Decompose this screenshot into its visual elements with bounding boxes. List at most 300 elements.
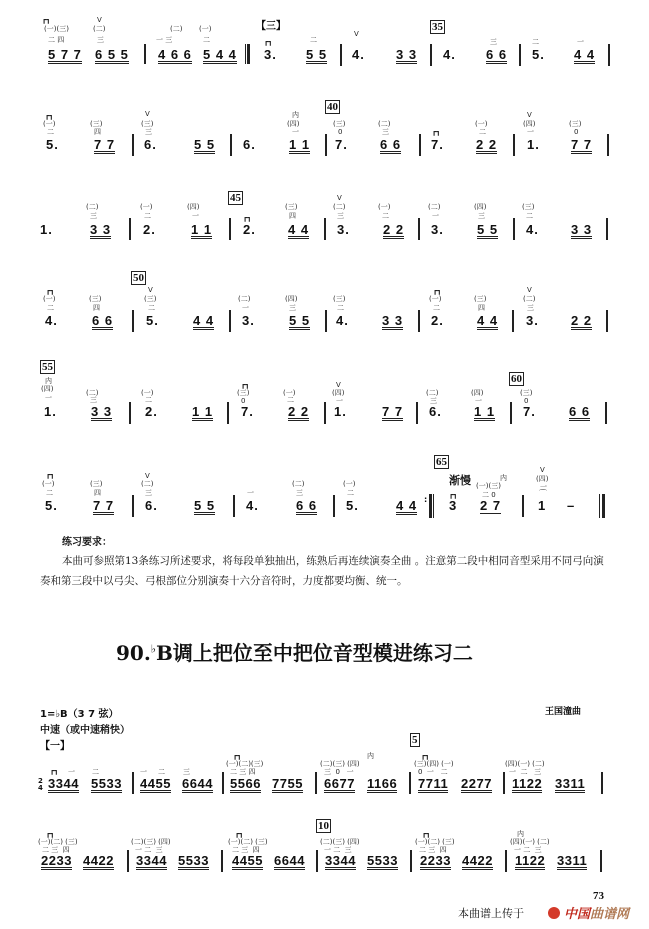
note-group: 7755 [272,776,303,791]
string-annotation: (四) [187,203,200,211]
note-group: 2233 [41,853,72,868]
down-bow-icon: ┏┓ [235,830,244,838]
finger-annotation: 二 三 四 [230,768,256,776]
note-group: 5 5 [194,498,216,513]
string-annotation: (一) [43,295,56,303]
string-annotation: (三) [333,295,346,303]
note-group: 4422 [462,853,493,868]
note: 3. [526,313,539,328]
repeat-start-barline [245,44,250,64]
down-bow-icon: ┏┓ [243,214,252,222]
finger-annotation: 三 [430,397,437,405]
string-annotation: (一) [475,120,488,128]
rehearsal-mark: 35 [432,21,443,33]
note-group: 4 4 [574,47,596,62]
note: 5. [46,137,59,152]
note: 6. [145,498,158,513]
string-annotation: (三) [90,480,103,488]
finger-annotation: 一 三 [156,36,173,44]
note-group: 5 5 [306,47,328,62]
note: 5. [532,47,545,62]
finger-annotation: 一 [192,212,199,220]
string-annotation: (四) [287,120,300,128]
note: 6. [243,137,256,152]
note-group: 6644 [274,853,305,868]
barline [129,402,131,424]
string-annotation: (三) [141,120,154,128]
string-annotation: (二) [86,389,99,397]
rehearsal-mark: 50 [133,272,144,284]
note: 2. [431,313,444,328]
rehearsal-mark: 10 [318,820,329,832]
string-annotation: (一)(二) (三) [228,838,268,846]
finger-annotation: 二 [532,38,539,46]
inner-annotation: 内 [367,752,374,760]
down-bow-icon: ┏┓ [46,471,55,479]
finger-annotation: 二 三 四 [42,846,70,854]
barline [430,44,432,66]
finger-annotation: 三 [145,489,152,497]
barline [132,772,134,794]
note-group: 6644 [182,776,213,791]
time-sig-top: 2 [38,777,43,785]
note-group: 5533 [367,853,398,868]
note: 7. [431,137,444,152]
finger-annotation: 二 [148,304,155,312]
note-group: 2 2 [476,137,498,152]
barline [512,310,514,332]
string-annotation: (三) [522,203,535,211]
note-group: 1122 [515,853,546,868]
fermata-icon: ⌒ [539,489,547,498]
barline [132,310,134,332]
up-bow-icon: V [540,466,545,474]
down-bow-icon: ┏┓ [50,767,59,775]
finger-annotation: 二 四 [48,36,65,44]
barline [221,850,223,872]
note: 5. [346,498,359,513]
barline [410,850,412,872]
string-annotation: (一)(二)(三) [226,760,264,768]
string-annotation: (一)(三) [44,25,69,33]
finger-annotation: 0 [524,397,529,405]
finger-annotation: 一 二 三 [509,768,542,776]
note: 7. [241,404,254,419]
string-annotation: (四)(一) (二) [510,838,550,846]
finger-annotation: 一 [292,128,299,136]
note-group: 4422 [83,853,114,868]
barline [233,495,235,517]
inner-annotation: 内 [517,830,524,838]
note-group: 3311 [557,853,588,868]
finger-annotation: 一 [242,304,249,312]
note-group: 4455 [232,853,263,868]
finger-annotation: 四 [289,212,296,220]
string-annotation: (三) [569,120,582,128]
finger-annotation: 三 [490,38,497,46]
barline [416,402,418,424]
requirements-heading: 练习要求： [62,537,112,548]
finger-annotation: 二 [158,768,165,776]
barline [418,218,420,240]
finger-annotation: 三 [183,768,190,776]
composer: 王国潼曲 [545,707,582,717]
inner-annotation: 内 [500,474,507,482]
string-annotation: (二)(三) (四) [320,760,360,768]
rehearsal-mark: 45 [230,192,241,204]
note-group: 4 4 [477,313,499,328]
piece-key: B [156,641,173,665]
note: 1 [538,498,547,513]
finger-annotation: 三 [90,212,97,220]
finger-annotation: 二 [382,212,389,220]
finger-annotation: 二 [287,396,294,404]
note-group: 3 3 [382,313,404,328]
piece-number: 90. [116,641,151,665]
note-group: 2 7 [480,498,502,513]
string-annotation: (四) [41,385,54,393]
barline [519,44,521,66]
final-barline [599,494,605,518]
barline [227,402,229,424]
repeat-dots: : [424,495,428,504]
up-bow-icon: V [337,194,342,202]
string-annotation: (一) [141,389,154,397]
finger-annotation: 三 [382,128,389,136]
barline [229,310,231,332]
piece-title-text: 调上把位至中把位音型模进练习二 [172,641,473,665]
rehearsal-mark: 5 [412,734,418,746]
repeat-end-barline [429,494,434,518]
finger-annotation: 一 [68,768,75,776]
finger-annotation: 一 [45,394,52,402]
string-annotation: (二) [170,25,183,33]
finger-annotation: 二 [92,768,99,776]
string-annotation: (一)(三) [476,482,501,490]
string-annotation: (二) [426,389,439,397]
finger-annotation: 二 [479,128,486,136]
down-bow-icon: ┏┓ [449,491,458,499]
finger-annotation: 三 [337,212,344,220]
finger-annotation: 二 三 四 [232,846,260,854]
string-annotation: (二) [428,203,441,211]
string-annotation: (二)(三) (四) [320,838,360,846]
finger-annotation: 二 [47,304,54,312]
note-group: 2233 [420,853,451,868]
note: 6. [144,137,157,152]
note: 1. [40,222,53,237]
barline [229,218,231,240]
finger-annotation: 一 [247,489,254,497]
string-annotation: (三)(四) (一) [414,760,454,768]
barline [144,44,146,64]
rehearsal-mark: 60 [511,373,522,385]
barline [505,850,507,872]
string-annotation: (四) [332,389,345,397]
note-group: 4455 [140,776,171,791]
finger-annotation: 一 [527,128,534,136]
note-group: 4 6 6 [158,47,192,62]
string-annotation: (四) [474,203,487,211]
up-bow-icon: V [145,110,150,118]
time-sig-bottom: 4 [38,784,43,792]
string-annotation: (二) [378,120,391,128]
up-bow-icon: V [527,111,532,119]
rehearsal-mark: 65 [436,456,447,468]
string-annotation: (二) [141,480,154,488]
note-group: 2 2 [288,404,310,419]
note-group: 7711 [418,776,449,791]
up-bow-icon: V [336,381,341,389]
note-group: 6 6 [486,47,508,62]
barline [324,218,326,240]
finger-annotation: 一 [475,397,482,405]
barline [600,850,602,872]
barline [230,134,232,156]
note-group: 4 4 [288,222,310,237]
string-annotation: (二) [523,295,536,303]
string-annotation: (四)(一) (二) [505,760,545,768]
note: 2. [143,222,156,237]
string-annotation: (一)(二) (三) [38,838,78,846]
note-group: 3 3 [396,47,418,62]
note-group: 3344 [48,776,79,791]
rehearsal-mark: 40 [327,101,338,113]
note: 2. [145,404,158,419]
string-annotation: (三) [333,120,346,128]
key-signature: 1=♭B（3 7 弦） [40,709,119,720]
note: 5. [146,313,159,328]
finger-annotation: 二 [47,128,54,136]
finger-annotation: 二 [46,489,53,497]
note: 3. [431,222,444,237]
finger-annotation: 二 [203,36,210,44]
note-group: 5566 [230,776,261,791]
note-group: 6 6 [380,137,402,152]
dash-extension: – [567,498,576,513]
down-bow-icon: ┏┓ [42,16,51,24]
barline [325,310,327,332]
finger-annotation: 一 [140,768,147,776]
barline [513,134,515,156]
finger-annotation: 二 [337,304,344,312]
barline [316,850,318,872]
note-group: 1 1 [192,404,214,419]
inner-annotation: 内 [45,377,52,385]
note: 6. [429,404,442,419]
barline [503,772,505,794]
note-group: 1166 [367,776,398,791]
inner-annotation: 内 [292,111,299,119]
note-group: 6 6 [92,313,114,328]
finger-annotation: 二 [433,304,440,312]
barline [419,134,421,156]
barline [325,134,327,156]
finger-annotation: 四 [93,304,100,312]
string-annotation: (三) [285,203,298,211]
finger-annotation: 三 [289,304,296,312]
string-annotation: (一) [343,480,356,488]
barline [601,772,603,794]
finger-annotation: 三 [296,489,303,497]
finger-annotation: 一 二 三 [135,846,163,854]
note: 1. [527,137,540,152]
string-annotation: (三) [237,389,250,397]
finger-annotation: 三 [90,396,97,404]
string-annotation: (四) [536,475,549,483]
string-annotation: (一) [140,203,153,211]
barline [333,495,335,517]
string-annotation: (一) [378,203,391,211]
note: 4. [526,222,539,237]
finger-annotation: 四 [94,489,101,497]
finger-annotation: 三 [97,36,104,44]
string-annotation: (一) [429,295,442,303]
finger-annotation: 一 二 三 [514,846,542,854]
down-bow-icon: ┏┓ [46,287,55,295]
requirements-body: 本曲可参照第13条练习所述要求，将每段单独抽出，练熟后再连续演奏全曲 。注意第二段中相同音型采用不同弓向演奏和第三段中以弓尖、弓根部位分别演奏十六分音符时，力度都要均衡、统一。 [40,555,604,587]
note-group: 3 3 [90,222,112,237]
up-bow-icon: V [527,286,532,294]
note-group: 7 7 [94,137,116,152]
finger-annotation: 0 [574,128,579,136]
string-annotation: (三) [474,295,487,303]
finger-annotation: 四 [94,128,101,136]
note-group: 7 7 [93,498,115,513]
finger-annotation: 0 [241,397,246,405]
note: 4. [45,313,58,328]
note-group: 1 1 [474,404,496,419]
note-group: 3311 [555,776,586,791]
down-bow-icon: ┏┓ [264,38,273,46]
string-annotation: (三) [144,295,157,303]
up-bow-icon: V [145,472,150,480]
note-group: 1122 [512,776,543,791]
string-annotation: (一) [283,389,296,397]
string-annotation: (一) [199,25,212,33]
note-group: 6 6 [296,498,318,513]
string-annotation: (四) [523,120,536,128]
note-group: 3344 [325,853,356,868]
note: 1. [334,404,347,419]
string-annotation: (一) [43,120,56,128]
finger-annotation: 四 [478,304,485,312]
string-annotation: (二) [238,295,251,303]
brand-text-a: 中国 [564,907,591,922]
string-annotation: (二) [93,25,106,33]
finger-annotation: 0 [338,128,343,136]
finger-annotation: 三 [527,304,534,312]
note: 2. [243,222,256,237]
barline [315,772,317,794]
finger-annotation: 一 二 三 [324,846,352,854]
barline [607,134,609,156]
down-bow-icon: ┏┓ [432,128,441,136]
barline [132,495,134,517]
note-group: 5533 [178,853,209,868]
string-annotation: (三) [90,120,103,128]
note-group: 5 5 [194,137,216,152]
note-group: 3 3 [91,404,113,419]
note: 4. [352,47,365,62]
string-annotation: (二) [86,203,99,211]
tempo-marking: 中速（或中速稍快） [40,725,130,736]
note: 4. [336,313,349,328]
finger-annotation: 二 [526,212,533,220]
up-bow-icon: V [97,16,102,24]
note: 3. [264,47,277,62]
up-bow-icon: V [148,286,153,294]
note: 7. [523,404,536,419]
barline [222,772,224,794]
string-annotation: (三) [89,295,102,303]
note-group: 6 6 [569,404,591,419]
string-annotation: (一)(二) (三) [415,838,455,846]
finger-annotation: 一 [540,483,547,491]
note: 3 [449,498,458,513]
note-group: 2 2 [571,313,593,328]
note-group: 5 4 4 [203,47,237,62]
site-brand[interactable] [548,903,629,922]
page-number: 73 [593,890,604,902]
barline [606,310,608,332]
note: 1. [44,404,57,419]
finger-annotation: 二 [144,212,151,220]
section-marker: 【三】 [256,21,286,32]
barline [418,310,420,332]
down-bow-icon: ┏┓ [46,830,55,838]
note-group: 1 1 [191,222,213,237]
note-group: 1 1 [289,137,311,152]
barline [510,402,512,424]
string-annotation: (一) [42,480,55,488]
note-group: 3 3 [571,222,593,237]
note-group: 7 7 [382,404,404,419]
barline [522,495,524,517]
barline [129,218,131,240]
finger-annotation: 一 [577,38,584,46]
barline [409,772,411,794]
barline [606,218,608,240]
finger-annotation: 三 0 一 [324,768,354,776]
barline [513,218,515,240]
note: 3. [242,313,255,328]
finger-annotation: 二 0 [482,491,496,499]
finger-annotation: 二 [347,489,354,497]
string-annotation: (四) [471,389,484,397]
note-group: 5 5 [289,313,311,328]
note-group: 5 5 [477,222,499,237]
note-group: 4 4 [193,313,215,328]
finger-annotation: 一 [336,397,343,405]
flat-icon: ♭ [150,642,156,656]
note: 5. [45,498,58,513]
note-group: 2277 [461,776,492,791]
note: 4. [443,47,456,62]
finger-annotation: 三 [478,212,485,220]
upload-notice: 本曲谱上传于 [458,907,524,920]
time-signature [38,778,43,792]
string-annotation: (三) [520,389,533,397]
note: 4. [246,498,259,513]
finger-annotation: 0 一 二 [418,768,448,776]
note-group: 6677 [324,776,355,791]
string-annotation: (四) [285,295,298,303]
down-bow-icon: ┏┓ [241,381,250,389]
down-bow-icon: ┏┓ [421,752,430,760]
note-group: 5533 [91,776,122,791]
section-marker: 【一】 [40,741,70,752]
